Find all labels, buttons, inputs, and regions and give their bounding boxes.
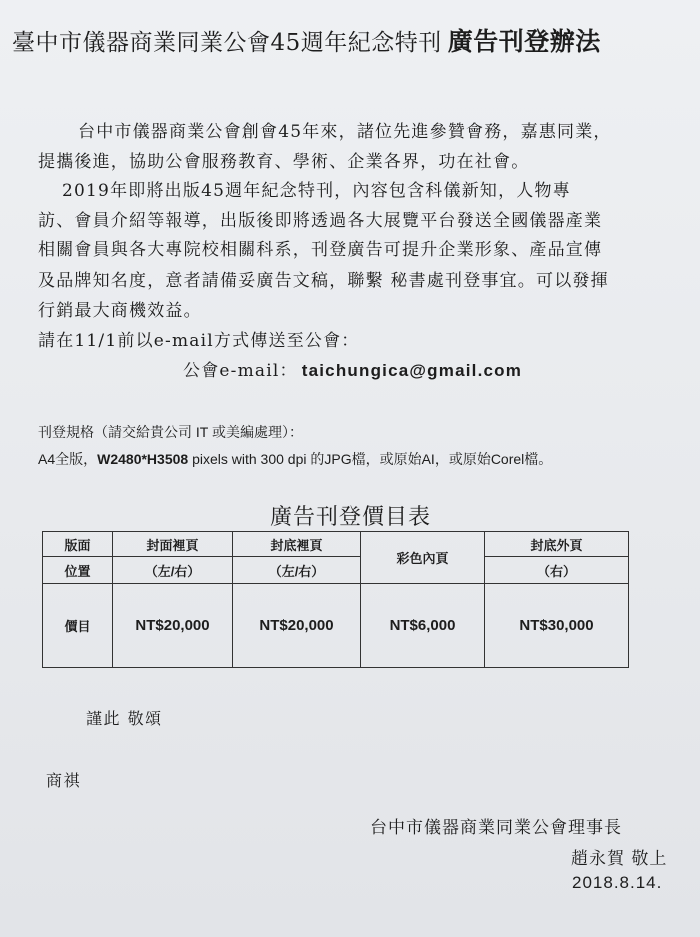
signer-name: 趙永賀 敬上	[571, 849, 668, 869]
column-position: （右）	[485, 557, 629, 584]
price-cell: NT$20,000	[113, 584, 233, 668]
paragraph1-line2: 提攜後進，協助公會服務教育、學術、企業各界，功在社會。	[38, 152, 530, 172]
table-row	[43, 532, 629, 557]
signature-date: 2018.8.14.	[572, 873, 663, 892]
email-label: 公會e-mail：	[183, 361, 298, 381]
deadline-line: 請在11/1前以e-mail方式傳送至公會：	[38, 331, 360, 351]
column-position: （左/右）	[233, 557, 361, 584]
spec-line	[38, 449, 552, 469]
column-name: 封底裡頁	[233, 532, 361, 557]
row-label-layout: 版面	[43, 532, 113, 557]
paragraph1-line1: 台中市儀器商業公會創會45年來，諸位先進參贊會務，嘉惠同業，	[78, 122, 612, 142]
column-name: 封底外頁	[485, 532, 629, 557]
email-address: taichungica@gmail.com	[301, 361, 523, 380]
title-main: 臺中市儀器商業同業公會45週年紀念特刊	[12, 30, 442, 56]
salutation: 謹此 敬頌	[86, 709, 163, 728]
spec-dimensions: W2480*H3508	[97, 451, 189, 467]
paragraph2-line1: 2019年即將出版45週年紀念特刊，內容包含科儀新知，人物專	[62, 181, 571, 201]
signer-org: 台中市儀器商業同業公會理事長	[370, 818, 622, 838]
paragraph2-line5: 行銷最大商機效益。	[38, 301, 202, 321]
price-cell: NT$20,000	[233, 584, 361, 668]
paragraph2-line3: 相關會員與各大專院校相關科系，刊登廣告可提升企業形象、產品宣傳	[38, 240, 603, 260]
spec-suffix: pixels with 300 dpi 的JPG檔，或原始AI，或原始Corel檔。	[188, 451, 553, 467]
price-table	[42, 531, 629, 668]
table-row	[43, 584, 629, 668]
page-title	[12, 22, 601, 58]
paragraph2-line2: 訪、會員介紹等報導，出版後即將透過各大展覽平台發送全國儀器產業	[38, 211, 603, 231]
row-label-position: 位置	[43, 557, 113, 584]
column-position: （左/右）	[113, 557, 233, 584]
row-label-price: 價目	[43, 584, 113, 668]
email-line	[183, 356, 522, 381]
table-row	[43, 557, 629, 584]
column-name: 彩色內頁	[361, 532, 485, 584]
blessing: 商祺	[46, 771, 82, 790]
price-cell: NT$30,000	[485, 584, 629, 668]
title-emphasis: 廣告刊登辦法	[447, 27, 601, 56]
price-cell: NT$6,000	[361, 584, 485, 668]
paragraph2-line4: 及品牌知名度，意者請備妥廣告文稿，聯繫 秘書處刊登事宜。可以發揮	[38, 271, 609, 291]
column-name: 封面裡頁	[113, 532, 233, 557]
spec-prefix: A4全版，	[38, 451, 98, 467]
spec-label: 刊登規格（請交給貴公司 IT 或美編處理）：	[38, 424, 303, 440]
price-table-title: 廣告刊登價目表	[270, 505, 432, 530]
